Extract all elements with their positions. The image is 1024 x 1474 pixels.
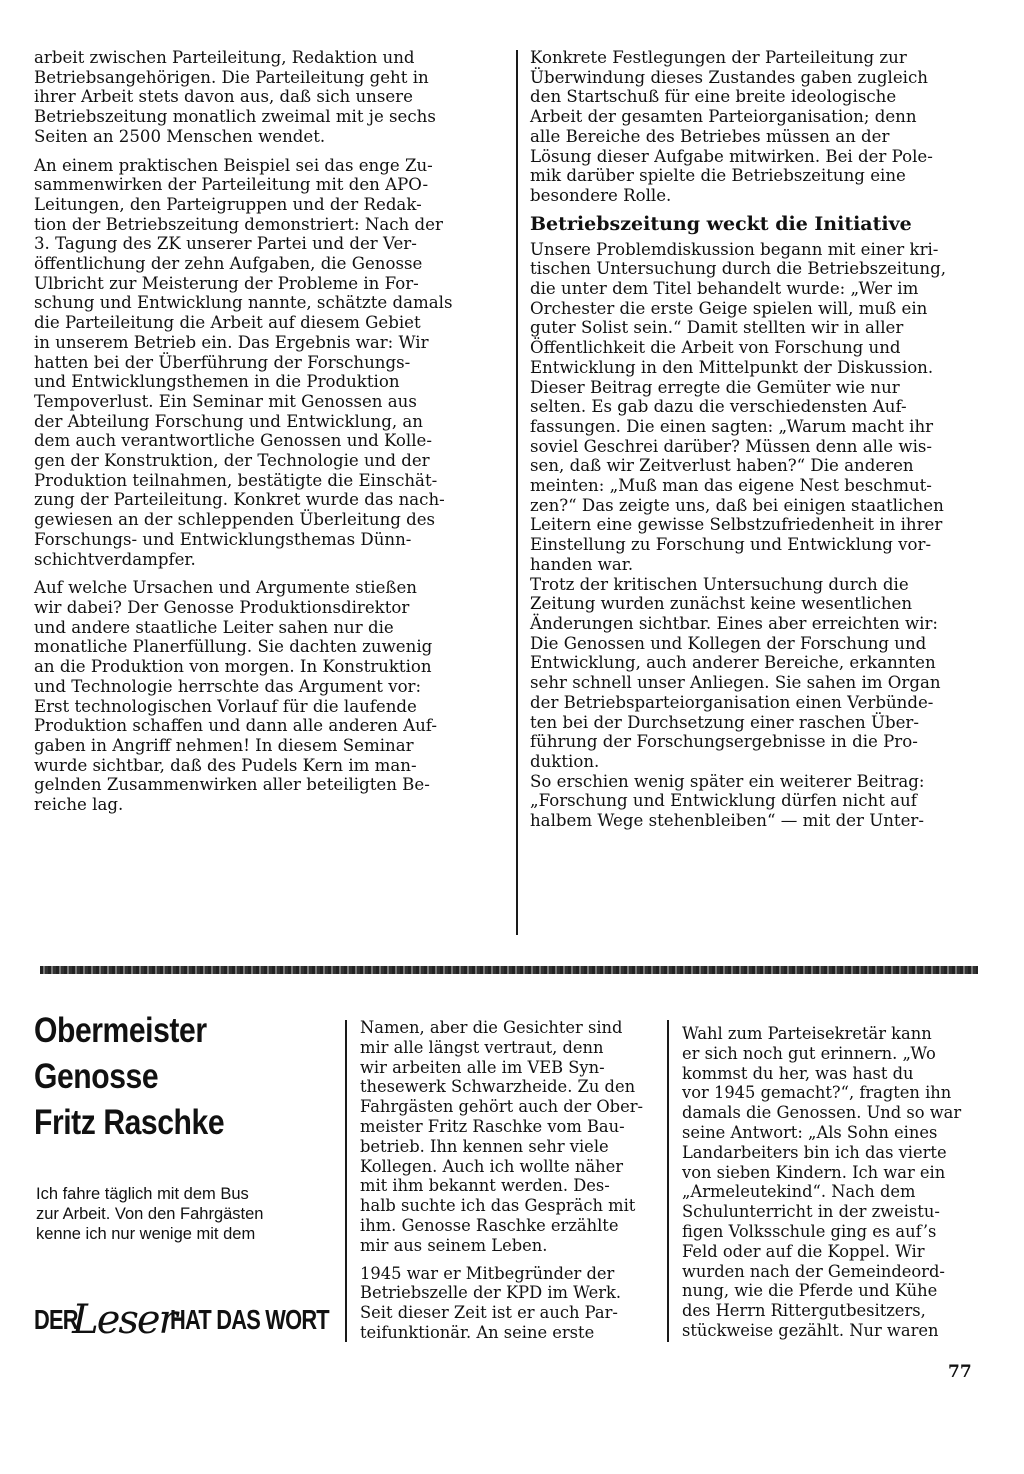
- article-col2-paragraph-1: Namen, aber die Gesichter sind mir alle längst vertraut, denn wir arbeiten alle im VEB Syn- thesewerk Schwarzheide. Zu den Fahrgästen gehört auch der Ober- meister Fritz Raschke vom Bau- betrieb. Ihn kennen sehr viele Kollegen. Auch ich wollte näher mit ihm bekannt werden. Des- halb suchte ich das Gespräch mit ihm. Genosse Raschke erzählte mir aus seinem Leben.: [360, 1018, 644, 1255]
- article-intro: Ich fahre täglich mit dem Bus zur Arbeit. Von den Fahrgästen kenne ich nur wenige mit dem: [36, 1185, 264, 1243]
- article-col2-paragraph-2: 1945 war er Mitbegründer der Betriebszelle der KPD im Werk. Seit dieser Zeit ist er auch Par- teifunktionär. An seine erste: [360, 1263, 622, 1342]
- logo-word-der: DER: [34, 1304, 78, 1335]
- headline-line-2: Genosse: [34, 1057, 159, 1096]
- headline-line-3: Fritz Raschke: [34, 1103, 225, 1142]
- article-intro-column: [36, 1184, 328, 1252]
- headline-line-1: Obermeister: [34, 1011, 207, 1050]
- right-column: [530, 48, 980, 831]
- article-divider-2: [667, 1020, 669, 1342]
- right-paragraph-3: Trotz der kritischen Untersuchung durch die Zeitung wurden zunächst keine wesentlichen Änderungen sichtbar. Eines aber erreichten wir: Die Genossen und Kollegen der Forschung und Entwicklung, auch anderer Bereiche, erkannten sehr schnell unser Anliegen. Sie sahen im Organ der Betriebsparteiorganisation einen Verbünde- ten bei der Durchsetzung einer raschen Über- führung der Forschungsergebnisse in die Pro- duktion.: [530, 574, 941, 771]
- right-paragraph-2: Unsere Problemdiskussion begann mit einer kri- tischen Untersuchung durch die Betriebszeitung, die unter dem Titel behandelt wurde: „Wer im Orchester die erste Geige spielen will, muß ein guter Solist sein.“ Damit stellten wir in aller Öffentlichkeit die Arbeit von Forschung und Entwicklung in den Mittelpunkt der Diskussion. Dieser Beitrag erregte die Gemüter wie nur selten. Es gab dazu die verschiedensten Auf- fassungen. Die einen sagten: „Warum macht ihr soviel Geschrei darüber? Müssen denn alle wis- sen, daß wir Zeitverlust haben?“ Die anderen meinten: „Muß man das eigene Nest beschmut- zen?“ Das zeigte uns, daß bei einigen staatlichen Leitern eine gewisse Selbstzufriedenheit in ihrer Einstellung zu Forschung und Entwicklung vor- handen war.: [530, 239, 947, 574]
- page-number: 77: [948, 1362, 972, 1382]
- der-leser-hat-das-wort-logo: [34, 1294, 329, 1346]
- column-divider: [516, 50, 518, 935]
- logo-word-hat-das-wort: HAT DAS WORT: [169, 1304, 329, 1335]
- left-column: [34, 48, 492, 815]
- section-heading: Betriebszeitung weckt die Initiative: [530, 212, 912, 235]
- right-paragraph-4: So erschien wenig später ein weiterer Beitrag: „Forschung und Entwicklung dürfen nicht auf halbem Wege stehenbleiben“ — mit der Unter-: [530, 771, 925, 831]
- article-divider-1: [345, 1020, 347, 1342]
- left-paragraph-1: arbeit zwischen Parteileitung, Redaktion und Betriebsangehörigen. Die Parteileitung geht in ihrer Arbeit stets davon aus, daß sich unsere Betriebszeitung monatlich zweimal mit je sechs Seiten an 2500 Menschen wendet.: [34, 48, 436, 146]
- section-separator: [40, 966, 978, 974]
- article-col3-paragraph: Wahl zum Parteisekretär kann er sich noch gut erinnern. „Wo kommst du her, was hast du vor 1945 gemacht?“, fragten ihn damals die Genossen. Und so war seine Antwort: „Als Sohn eines Landarbeiters bin ich das vierte von sieben Kindern. Ich war ein „Armeleutekind“. Nach dem Schulunterricht in der zweistu- figen Volksschule ging es auf’s Feld oder auf die Koppel. Wir wurden nach der Gemeindeord- nung, wie die Pferde und Kühe des Herrn Rittergutbesitzers, stückweise gezählt. Nur waren: [682, 1024, 962, 1340]
- article-column-2: [360, 1018, 656, 1351]
- logo-word-leser: Leser: [72, 1297, 176, 1343]
- left-paragraph-2: An einem praktischen Beispiel sei das enge Zu- sammenwirken der Parteileitung mit den APO- Leitungen, den Parteigruppen und der Redak- tion der Betriebszeitung demonstriert: Nach der 3. Tagung des ZK unserer Partei und der Ver- öffentlichung der zehn Aufgaben, die Genosse Ulbricht zur Meisterung der Probleme in For- schung und Entwicklung nannte, schätzte damals die Parteileitung die Arbeit auf diesem Gebiet in unserem Betrieb ein. Das Ergebnis war: Wir hatten bei der Überführung der Forschungs- und Entwicklungsthemen in die Produktion Tempoverlust. Ein Seminar mit Genossen aus der Abteilung Forschung und Entwicklung, an dem auch verantwortliche Genossen und Kolle- gen der Konstruktion, der Technologie und der Produktion teilnahmen, bestätigte die Einschät- zung der Parteileitung. Konkret wurde das nach- gewiesen an der schleppenden Überleitung des Forschungs- und Entwicklungsthemas Dünn- schichtverdampfer.: [34, 155, 453, 569]
- right-paragraph-1: Konkrete Festlegungen der Parteileitung zur Überwindung dieses Zustandes gaben zugleich den Startschuß für eine breite ideologische Arbeit der gesamten Parteiorganisation; denn alle Bereiche des Betriebes müssen an der Lösung dieser Aufgabe mitwirken. Bei der Pole- mik darüber spielte die Betriebszeitung eine besondere Rolle.: [530, 48, 933, 205]
- left-paragraph-3: Auf welche Ursachen und Argumente stießen wir dabei? Der Genosse Produktionsdirektor und andere staatliche Leiter sahen nur die monatliche Planerfüllung. Sie dachten zuwenig an die Produktion von morgen. In Konstruktion und Technologie herrschte das Argument vor: Erst technologischen Vorlauf für die laufende Produktion schaffen und dann alle anderen Auf- gaben in Angriff nehmen! In diesem Seminar wurde sichtbar, daß des Pudels Kern im man- gelnden Zusammenwirken aller beteiligten Be- reiche lag.: [34, 578, 437, 815]
- article-column-3: [682, 1024, 978, 1349]
- article-headline: [34, 1008, 258, 1146]
